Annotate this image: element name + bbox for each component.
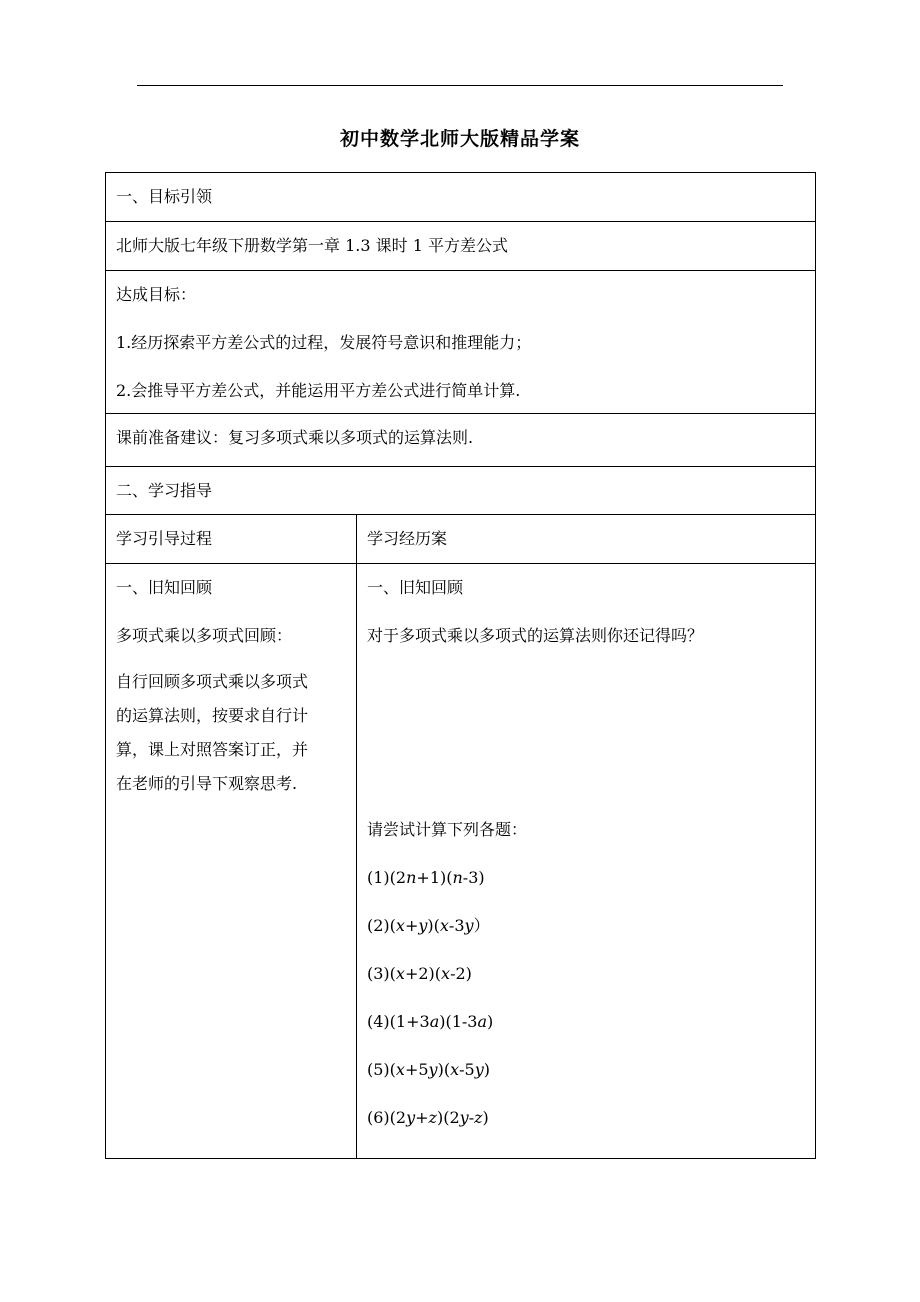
column-header-left: 学习引导过程 <box>106 515 357 564</box>
table-row <box>106 564 816 1159</box>
column-header-right: 学习经历案 <box>357 515 816 564</box>
left-subheading: 多项式乘以多项式回顾： <box>116 626 293 645</box>
left-paragraph-line: 的运算法则，按要求自行计 <box>116 706 309 725</box>
header-rule <box>137 85 783 86</box>
table-row <box>106 173 816 222</box>
exercise-item: (1)(2n+1)(n-3) <box>367 868 485 887</box>
table-row <box>106 271 816 414</box>
goals-label: 达成目标： <box>116 285 197 304</box>
exercise-item: (6)(2y+z)(2y-z) <box>367 1108 489 1127</box>
page-title: 初中数学北师大版精品学案 <box>339 128 580 150</box>
exercise-prompt: 请尝试计算下列各题： <box>367 820 528 839</box>
section-heading-guidance: 二、学习指导 <box>106 467 816 515</box>
exercise-item: (5)(x+5y)(x-5y) <box>367 1060 490 1079</box>
table-row <box>106 467 816 515</box>
section-heading-goals: 一、目标引领 <box>106 173 816 222</box>
lesson-info: 北师大版七年级下册数学第一章 1.3 课时 1 平方差公式 <box>106 222 816 271</box>
goal-item: 2.会推导平方差公式，并能运用平方差公式进行简单计算. <box>116 381 521 400</box>
goals-cell <box>106 271 816 414</box>
right-heading: 一、旧知回顾 <box>367 578 464 597</box>
goal-item: 1.经历探索平方差公式的过程，发展符号意识和推理能力； <box>116 333 532 352</box>
exercise-item: (2)(x+y)(x-3y） <box>367 916 490 935</box>
lesson-table <box>105 172 816 1159</box>
left-heading: 一、旧知回顾 <box>116 578 213 597</box>
left-paragraph-line: 算，课上对照答案订正，并 <box>116 740 309 759</box>
guide-process-cell <box>106 564 357 1159</box>
table-row <box>106 515 816 564</box>
exercise-item: (3)(x+2)(x-2) <box>367 964 472 983</box>
study-record-cell <box>357 564 816 1159</box>
left-paragraph-line: 在老师的引导下观察思考. <box>116 774 298 793</box>
table-row <box>106 222 816 271</box>
review-question: 对于多项式乘以多项式的运算法则你还记得吗？ <box>367 626 704 645</box>
prep-suggestion: 课前准备建议：复习多项式乘以多项式的运算法则. <box>106 414 816 467</box>
table-row <box>106 414 816 467</box>
left-paragraph-line: 自行回顾多项式乘以多项式 <box>116 672 309 691</box>
exercise-item: (4)(1+3a)(1-3a) <box>367 1012 494 1031</box>
